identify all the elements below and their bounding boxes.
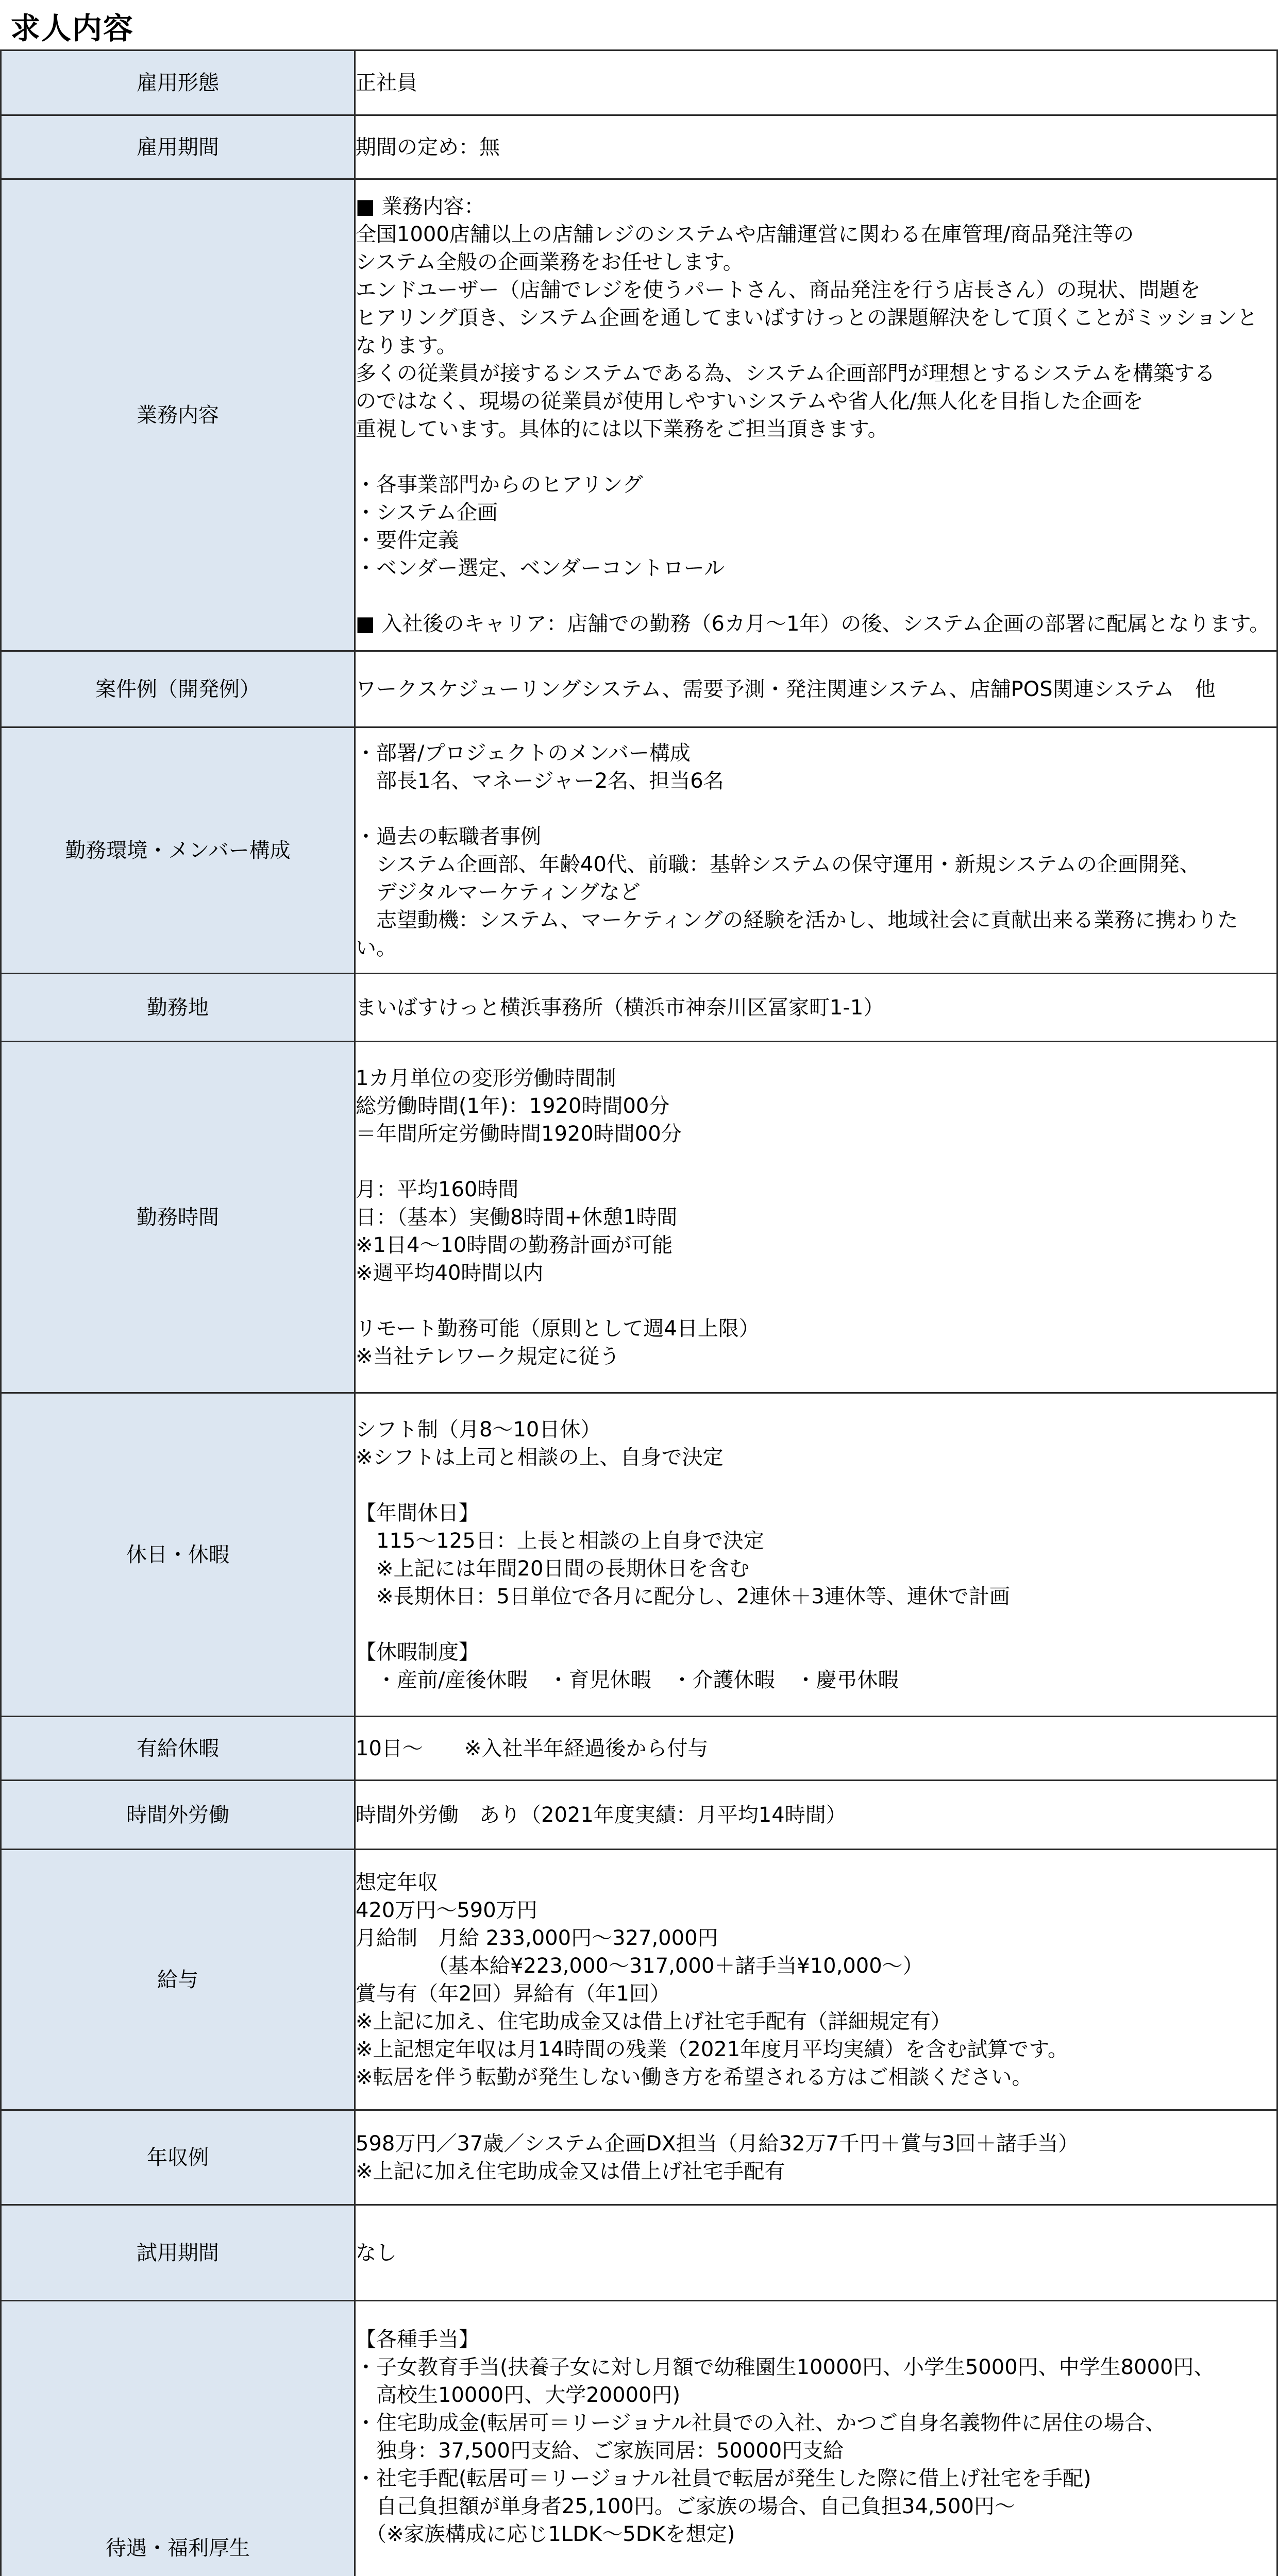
row-value: 正社員: [355, 50, 1277, 115]
row-label: 年収例: [1, 2110, 355, 2205]
table-row: [1, 179, 1277, 651]
row-value: 10日～ ※入社半年経過後から付与: [355, 1717, 1277, 1781]
row-label: 雇用期間: [1, 115, 355, 179]
table-row: [1, 2205, 1277, 2301]
table-row: [1, 1850, 1277, 2110]
row-label: 試用期間: [1, 2205, 355, 2301]
table-row: [1, 2110, 1277, 2205]
row-value: まいばすけっと横浜事務所（横浜市神奈川区冨家町1-1）: [355, 974, 1277, 1042]
table-row: [1, 974, 1277, 1042]
table-row: [1, 115, 1277, 179]
row-label: 待遇・福利厚生: [1, 2301, 355, 2576]
row-value: ワークスケジューリングシステム、需要予測・発注関連システム、店舗POS関連システム 他: [355, 651, 1277, 727]
table-row: [1, 727, 1277, 974]
row-value: 598万円／37歳／システム企画DX担当（月給32万7千円＋賞与3回＋諸手当） ※上記に加え住宅助成金又は借上げ社宅手配有: [355, 2110, 1277, 2205]
row-label: 休日・休暇: [1, 1393, 355, 1717]
row-label: 有給休暇: [1, 1717, 355, 1781]
row-value: 想定年収 420万円～590万円 月給制 月給 233,000円～327,000円 （基本給¥223,000～317,000＋諸手当¥10,000～） 賞与有（年2回）昇給有（年1回） ※上記に加え、住宅助成金又は借上げ社宅手配有（詳細規定有） ※上記想定年収は月14時間の残業（2021年度月平均実績）を含む試算です。 ※転居を伴う転勤が発生しない働き方を希望される方はご相談ください。: [355, 1850, 1277, 2110]
table-row: [1, 2301, 1277, 2576]
job-details-table: [0, 49, 1278, 2576]
row-label: 案件例（開発例）: [1, 651, 355, 727]
table-row: [1, 1042, 1277, 1393]
table-row: [1, 651, 1277, 727]
row-value: 期間の定め：無: [355, 115, 1277, 179]
row-value: 【各種手当】 ・子女教育手当(扶養子女に対し月額で幼稚園生10000円、小学生5000円、中学生8000円、 高校生10000円、大学20000円) ・住宅助成金(転居可＝リージョナル社員での入社、かつご自身名義物件に居住の場合、 独身：37,500円支給、ご家族同居：50000円支給 ・社宅手配(転居可＝リージョナル社員で転居が発生した際に借上げ社宅を手配) 自己負担額が単身者25,100円。ご家族の場合、自己負担34,500円～ （※家族構成に応じ1LDK～5DKを想定): [355, 2301, 1277, 2576]
row-value: シフト制（月8～10日休） ※シフトは上司と相談の上、自身で決定 【年間休日】 115～125日：上長と相談の上自身で決定 ※上記には年間20日間の長期休日を含む ※長期休日：5日単位で各月に配分し、2連休＋3連休等、連休で計画 【休暇制度】 ・産前/産後休暇 ・育児休暇 ・介護休暇 ・慶弔休暇: [355, 1393, 1277, 1717]
section-title-job: 求人内容: [10, 11, 134, 46]
row-value: ・部署/プロジェクトのメンバー構成 部長1名、マネージャー2名、担当6名 ・過去の転職者事例 システム企画部、年齢40代、前職：基幹システムの保守運用・新規システムの企画開発、 デジタルマーケティングなど 志望動機：システム、マーケティングの経験を活かし、地域社会に貢献出来る業務に携わりたい。: [355, 727, 1277, 974]
row-value: なし: [355, 2205, 1277, 2301]
table-row: [1, 1781, 1277, 1850]
table-row: [1, 1717, 1277, 1781]
table-row: [1, 1393, 1277, 1717]
row-label: 業務内容: [1, 179, 355, 651]
row-label: 給与: [1, 1850, 355, 2110]
row-label: 雇用形態: [1, 50, 355, 115]
row-value: ■ 業務内容： 全国1000店舗以上の店舗レジのシステムや店舗運営に関わる在庫管理/商品発注等の システム全般の企画業務をお任せします。 エンドユーザー（店舗でレジを使うパートさん、商品発注を行う店長さん）の現状、問題を ヒアリング頂き、システム企画を通してまいばすけっとの課題解決をして頂くことがミッションとなります。 多くの従業員が接するシステムである為、システム企画部門が理想とするシステムを構築する のではなく、現場の従業員が使用しやすいシステムや省人化/無人化を目指した企画を 重視しています。具体的には以下業務をご担当頂きます。 ・各事業部門からのヒアリング ・システム企画 ・要件定義 ・ベンダー選定、ベンダーコントロール ■ 入社後のキャリア：店舗での勤務（6カ月～1年）の後、システム企画の部署に配属となります。: [355, 179, 1277, 651]
row-label: 勤務時間: [1, 1042, 355, 1393]
table-row: [1, 50, 1277, 115]
row-value: 1カ月単位の変形労働時間制 総労働時間(1年)：1920時間00分 ＝年間所定労働時間1920時間00分 月：平均160時間 日：（基本）実働8時間+休憩1時間 ※1日4～10時間の勤務計画が可能 ※週平均40時間以内 リモート勤務可能（原則として週4日上限） ※当社テレワーク規定に従う: [355, 1042, 1277, 1393]
row-value: 時間外労働 あり（2021年度実績：月平均14時間）: [355, 1781, 1277, 1850]
row-label: 勤務環境・メンバー構成: [1, 727, 355, 974]
row-label: 時間外労働: [1, 1781, 355, 1850]
row-label: 勤務地: [1, 974, 355, 1042]
